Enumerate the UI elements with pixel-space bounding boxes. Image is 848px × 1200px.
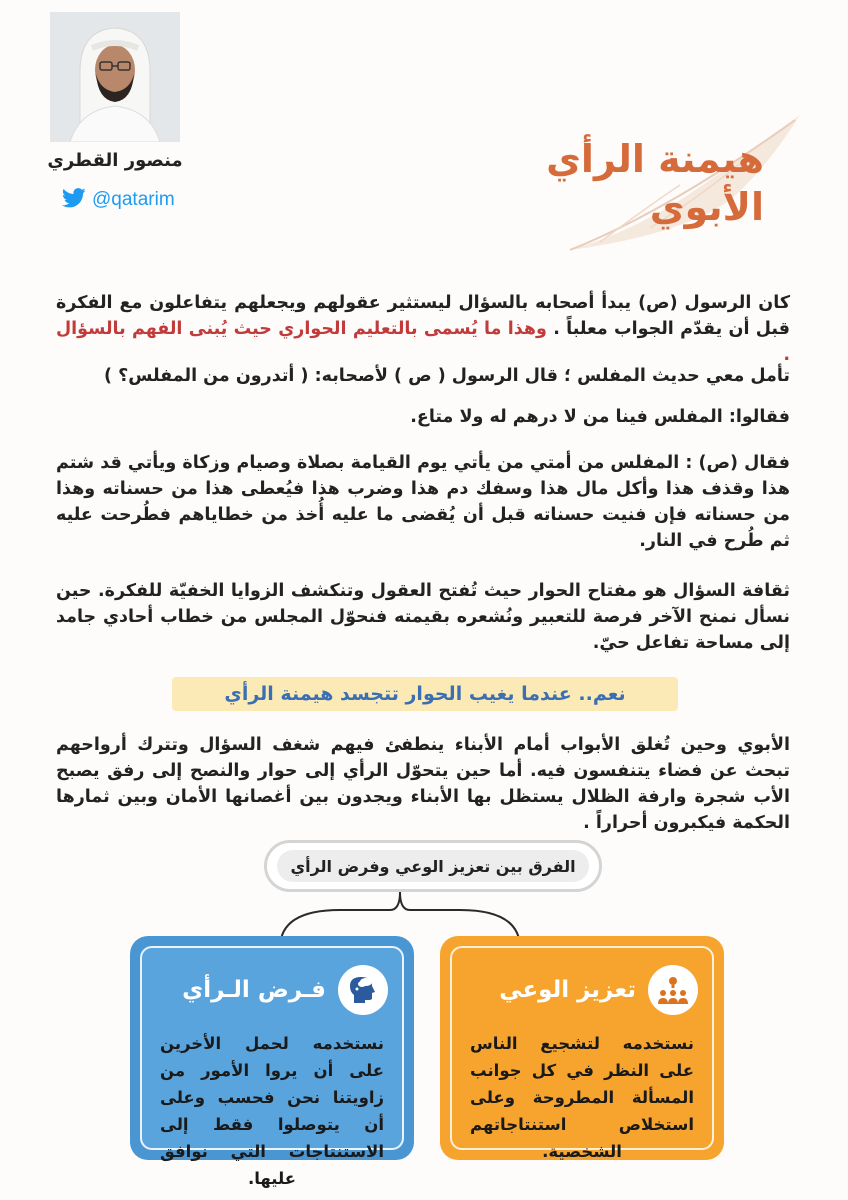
thinking-head-icon — [338, 965, 388, 1015]
paragraph-5: ثقافة السؤال هو مفتاح الحوار حيث تُفتح العقول وتنكشف الزوايا الخفيّة للفكرة. حين نسأل نمنح الآخر فرصة للتعبير ونُشعره بقيمته فنحوّل المجلس من خطاب أحادي جامد إلى مساحة تفاعل حيّ. — [56, 581, 790, 653]
card-impose-opinion-body: نستخدمه لحمل الأخرين على أن يروا الأمور من زاويتنا نحن فحسب وعلى أن يتوصلوا فقط إلى الاستنتاجات التي نوافق عليها. — [160, 1034, 384, 1188]
paragraph-1-text: كان الرسول (ص) يبدأ أصحابه بالسؤال ليستثير عقولهم ويجعلهم يتفاعلون مع الفكرة قبل أن يقدّم الجواب معلباً . — [56, 293, 790, 339]
paragraph-4: فقال (ص) : المفلس من أمتي من يأتي يوم القيامة بصلاة وصيام وزكاة ويأتي قد شتم هذا وقذف هذا وأكل مال هذا وسفك دم هذا وضرب هذا فيُعطى هذا من حسناته وهذا من حسناته فإن فنيت حسناته قبل أن يُقضى ما عليه أُخذ من خطاياهم فطُرحت عليه ثم طُرح في النار. — [56, 453, 790, 551]
card-impose-opinion-title: فـرض الـرأي — [182, 977, 326, 1003]
twitter-bird-icon — [62, 188, 86, 212]
diagram-heading: الفرق بين تعزيز الوعي وفرض الرأي — [277, 850, 589, 882]
card-impose-opinion-header — [162, 962, 388, 1018]
people-idea-icon — [648, 965, 698, 1015]
card-raise-awareness-inner — [450, 946, 714, 1161]
author-portrait-image — [50, 12, 180, 142]
highlight-heading: نعم.. عندما يغيب الحوار تتجسد هيمنة الرأي — [172, 677, 678, 711]
twitter-handle: @qatarim — [92, 189, 175, 210]
title-line-2: الأبوي — [649, 185, 764, 229]
title-line-1: هيمنة الرأي — [546, 137, 764, 181]
card-raise-awareness-header — [472, 962, 698, 1018]
paragraph-1-highlight: وهذا ما يُسمى بالتعليم الحواري حيث يُبنى الفهم بالسؤال . — [56, 319, 790, 365]
twitter-handle-row[interactable] — [62, 188, 175, 212]
author-photo — [50, 12, 180, 142]
card-raise-awareness-body: نستخدمه لتشجيع الناس على النظر في كل جوانب المسألة المطروحة وعلى استخلاص استنتاجاتهم الشخصية. — [470, 1034, 694, 1161]
card-raise-awareness-title: تعزيز الوعي — [499, 977, 636, 1003]
card-impose-opinion-inner — [140, 946, 404, 1188]
diagram-heading-pill — [264, 840, 602, 892]
card-impose-opinion — [130, 936, 414, 1188]
paragraph-2: تأمل معي حديث المفلس ؛ قال الرسول ( ص ) لأصحابه: ( أتدرون من المفلس؟ ) — [104, 366, 790, 386]
card-raise-awareness — [440, 936, 724, 1160]
paragraph-6: الأبوي وحين تُغلق الأبواب أمام الأبناء ينطفئ فيهم شغف السؤال وتترك أرواحهم تبحث عن فضاء يتنفسون فيه. أما حين يتحوّل الرأي إلى حوار والنصح إلى رفق يصبح الأب شجرة وارفة الظلال يستظل بها الأبناء ويجدون بين أغصانها الأمان وبين ثمارها الحكمة فيكبرون أحراراً . — [56, 735, 790, 833]
author-name: منصور القطري — [47, 150, 183, 171]
paragraph-3: فقالوا: المفلس فينا من لا درهم له ولا متاع. — [410, 407, 790, 427]
paragraph-1 — [56, 290, 790, 368]
article-title — [484, 135, 764, 231]
